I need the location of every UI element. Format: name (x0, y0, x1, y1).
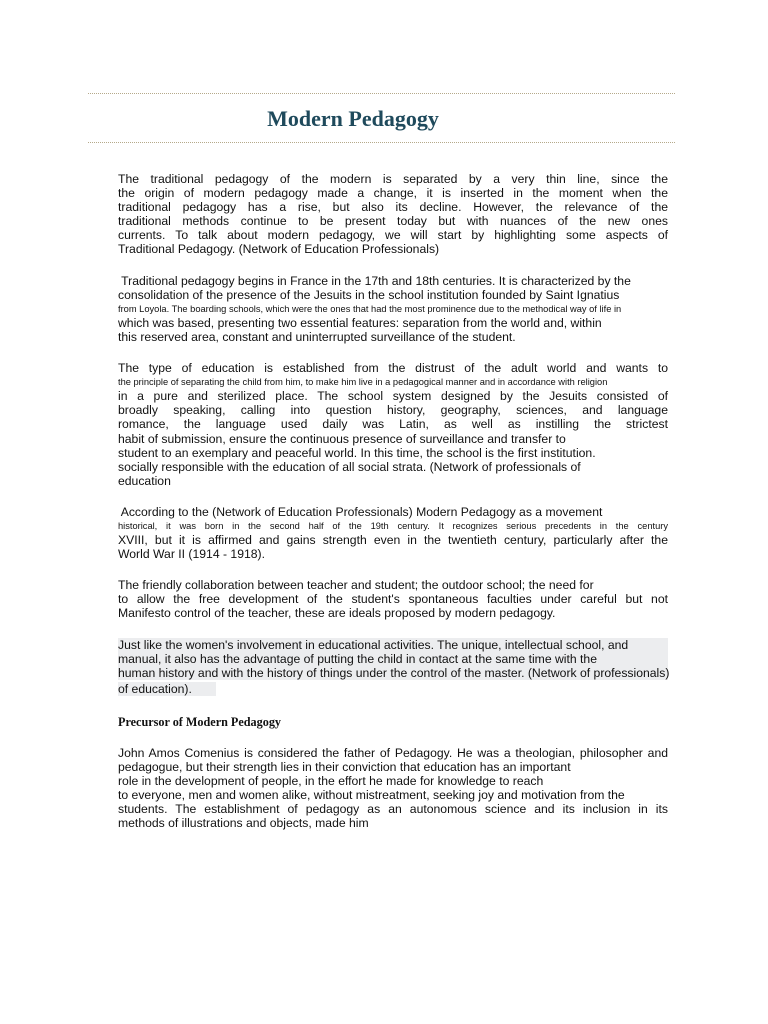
text-line: Traditional Pedagogy. (Network of Education Professionals) (118, 242, 440, 257)
text-line: methods of illustrations and objects, made him (118, 816, 369, 831)
text-line: consolidation of the presence of the Jesuits in the school institution founded by Saint Ignatius (118, 287, 620, 302)
text-line: The traditional pedagogy of the modern is separated by a very thin line, since the (118, 172, 668, 186)
text-line: According to the (Network of Education Professionals) Modern Pedagogy as a movement (118, 504, 603, 519)
paragraph-2 (118, 274, 668, 344)
section-heading: Precursor of Modern Pedagogy (118, 714, 282, 729)
text-line: currents. To talk about modern pedagogy, we will start by highlighting some aspects of (118, 228, 668, 243)
text-line: which was based, presenting two essential features: separation from the world and, within (118, 315, 602, 330)
text-line: education (118, 473, 171, 488)
paragraph-1 (118, 172, 668, 257)
document-body (118, 172, 668, 847)
text-line: Manifesto control of the teacher, these are ideals proposed by modern pedagogy. (118, 606, 556, 621)
text-line: XVIII, but it is affirmed and gains strength even in the twentieth century, particularly after the (118, 533, 668, 548)
paragraph-final (118, 746, 668, 831)
text-line: John Amos Comenius is considered the father of Pedagogy. He was a theologian, philosopher and (118, 745, 668, 760)
text-line: to allow the free development of the student's spontaneous faculties under careful but not (118, 592, 668, 607)
text-line: student to an exemplary and peaceful world. In this time, the school is the first institution. (118, 445, 596, 460)
text-line: broadly speaking, calling into question history, geography, sciences, and language (118, 403, 668, 418)
highlighted-paragraph (118, 638, 668, 698)
text-line: socially responsible with the education of all social strata. (Network of professionals of (118, 459, 581, 474)
text-line: this reserved area, constant and uninterrupted surveillance of the student. (118, 329, 516, 344)
text-line: World War II (1914 - 1918). (118, 547, 265, 562)
text-line: the principle of separating the child from him, to make him live in a pedagogical manner and in accordance with religion (118, 377, 608, 388)
text-line: role in the development of people, in the effort he made for knowledge to reach (118, 774, 544, 788)
text-line: The friendly collaboration between teacher and student; the outdoor school; the need for (118, 578, 594, 593)
text-line: romance, the language used daily was Latin, as well as instilling the strictest (118, 417, 668, 432)
text-line: in a pure and sterilized place. The school system designed by the Jesuits consisted of (118, 389, 668, 404)
paragraph-4 (118, 505, 668, 561)
text-line: manual, it also has the advantage of putting the child in contact at the same time with the (118, 652, 668, 666)
text-line: historical, it was born in the second half of the 19th century. It recognizes serious precedents in the century (118, 520, 668, 531)
text-line: Traditional pedagogy begins in France in the 17th and 18th centuries. It is characterized by the (118, 273, 631, 288)
text-line: the origin of modern pedagogy made a change, it is inserted in the moment when the (118, 186, 668, 201)
bottom-divider (88, 142, 675, 143)
text-line: traditional methods continue to be present today but with nuances of the new ones (118, 214, 668, 229)
text-line: traditional pedagogy has a rise, but also its decline. However, the relevance of the (118, 200, 668, 215)
text-line: habit of submission, ensure the continuous presence of surveillance and transfer to (118, 431, 566, 446)
text-line: to everyone, men and women alike, without mistreatment, seeking joy and motivation from the (118, 788, 625, 803)
page-title: Modern Pedagogy (267, 106, 439, 131)
text-line: human history and with the history of things under the control of the master. (Network of professionals) (118, 665, 670, 680)
text-line: from Loyola. The boarding schools, which were the ones that had the most prominence due to the methodical way of life in (118, 303, 622, 314)
text-line: Just like the women's involvement in educational activities. The unique, intellectual school, and (118, 638, 668, 652)
text-line: pedagogue, but their strength lies in their conviction that education has an important (118, 759, 571, 774)
text-line: students. The establishment of pedagogy as an autonomous science and its inclusion in its (118, 802, 668, 817)
paragraph-5 (118, 578, 668, 620)
text-line: of education). (118, 682, 216, 696)
text-line: The type of education is established from the distrust of the adult world and wants to (118, 361, 668, 376)
paragraph-3 (118, 361, 668, 488)
top-divider (88, 93, 675, 94)
